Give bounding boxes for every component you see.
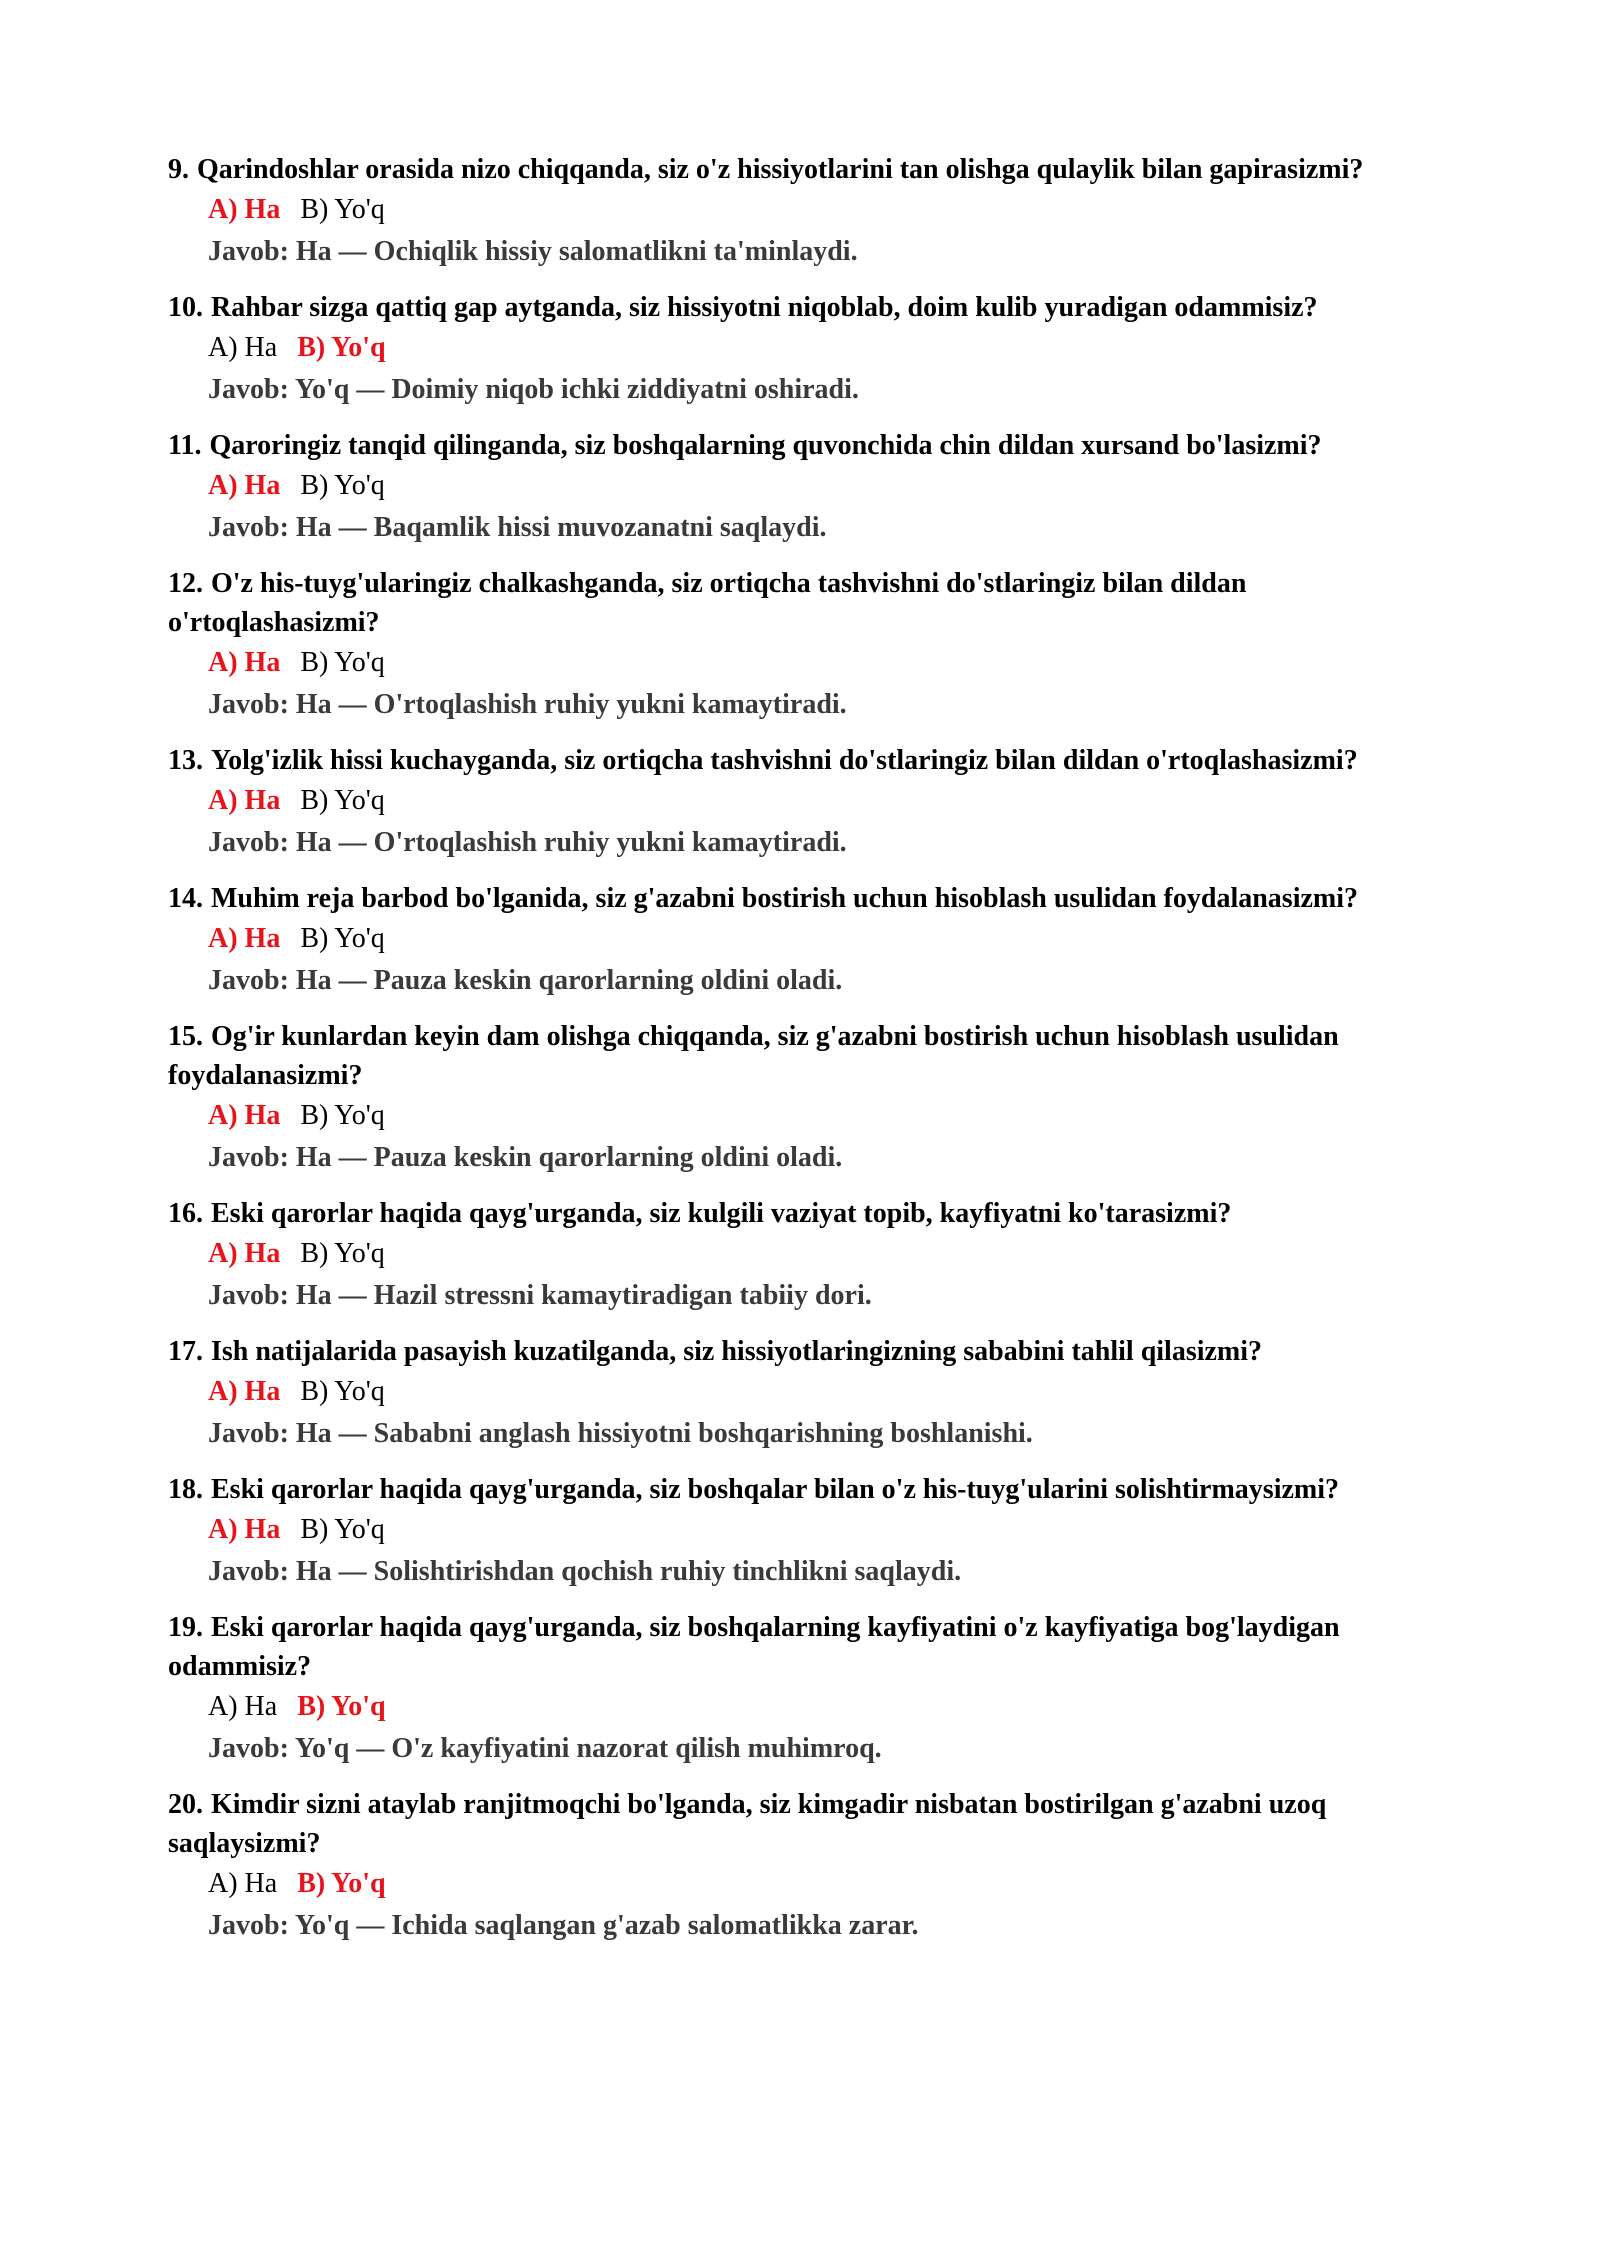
answer-options: [168, 1371, 1458, 1413]
option-a: A) Ha: [208, 194, 281, 225]
question-number: 20.: [168, 1789, 203, 1820]
answer-options: [168, 1095, 1458, 1137]
answer-explanation: Javob: Yo'q — Doimiy niqob ichki ziddiyatni oshiradi.: [208, 374, 859, 405]
question-text: [168, 564, 1458, 642]
document-page: [168, 150, 1458, 1962]
question-label: Og'ir kunlardan keyin dam olishga chiqqanda, siz g'azabni bostirish uchun hisoblash usulidan foydalanasizmi?: [168, 1021, 1339, 1091]
question-block: [168, 1608, 1458, 1770]
question-block: [168, 1017, 1458, 1179]
question-number: 19.: [168, 1612, 203, 1643]
answer-explanation: Javob: Yo'q — O'z kayfiyatini nazorat qilish muhimroq.: [208, 1733, 882, 1764]
question-block: [168, 564, 1458, 726]
question-text: [168, 1785, 1458, 1863]
option-b: B) Yo'q: [300, 470, 385, 501]
option-a: A) Ha: [208, 923, 281, 954]
question-label: Rahbar sizga qattiq gap aytganda, siz hissiyotni niqoblab, doim kulib yuradigan odammisiz?: [211, 292, 1318, 323]
option-a: A) Ha: [208, 470, 281, 501]
answer-explanation: Javob: Ha — Baqamlik hissi muvozanatni saqlaydi.: [208, 512, 827, 543]
answer-options: [168, 1863, 1458, 1905]
answer-explanation: Javob: Ha — O'rtoqlashish ruhiy yukni kamaytiradi.: [208, 827, 847, 858]
question-block: [168, 1194, 1458, 1317]
answer-options: [168, 780, 1458, 822]
option-b: B) Yo'q: [300, 1238, 385, 1269]
answer-explanation: Javob: Yo'q — Ichida saqlangan g'azab salomatlikka zarar.: [208, 1910, 919, 1941]
option-a: A) Ha: [208, 1376, 281, 1407]
question-label: Kimdir sizni ataylab ranjitmoqchi bo'lganda, siz kimgadir nisbatan bostirilgan g'azabni uzoq saqlaysizmi?: [168, 1789, 1327, 1859]
answer-explanation: Javob: Ha — Pauza keskin qarorlarning oldini oladi.: [208, 1142, 843, 1173]
question-text: [168, 150, 1458, 189]
option-b: B) Yo'q: [297, 1691, 386, 1722]
answer-options: [168, 189, 1458, 231]
question-label: Qarindoshlar orasida nizo chiqqanda, siz o'z hissiyotlarini tan olishga qulaylik bilan gapirasizmi?: [197, 154, 1364, 185]
question-text: [168, 1194, 1458, 1233]
option-b: B) Yo'q: [300, 1514, 385, 1545]
option-a: A) Ha: [208, 647, 281, 678]
option-a: A) Ha: [208, 785, 281, 816]
question-number: 12.: [168, 568, 203, 599]
question-block: [168, 1785, 1458, 1947]
question-number: 18.: [168, 1474, 203, 1505]
option-a: A) Ha: [208, 1868, 278, 1899]
option-a: A) Ha: [208, 1691, 278, 1722]
question-label: Qaroringiz tanqid qilinganda, siz boshqalarning quvonchida chin dildan xursand bo'lasizmi?: [209, 430, 1322, 461]
question-block: [168, 426, 1458, 549]
question-block: [168, 741, 1458, 864]
option-b: B) Yo'q: [297, 1868, 386, 1899]
answer-options: [168, 1509, 1458, 1551]
option-b: B) Yo'q: [300, 194, 385, 225]
answer-explanation: Javob: Ha — O'rtoqlashish ruhiy yukni kamaytiradi.: [208, 689, 847, 720]
answer-options: [168, 642, 1458, 684]
answer-explanation: Javob: Ha — Hazil stressni kamaytiradigan tabiiy dori.: [208, 1280, 872, 1311]
answer-explanation: Javob: Ha — Ochiqlik hissiy salomatlikni ta'minlaydi.: [208, 236, 858, 267]
option-b: B) Yo'q: [300, 785, 385, 816]
option-a: A) Ha: [208, 332, 278, 363]
question-block: [168, 288, 1458, 411]
question-label: Eski qarorlar haqida qayg'urganda, siz boshqalarning kayfiyatini o'z kayfiyatiga bog'laydigan odammisiz?: [168, 1612, 1340, 1682]
question-number: 17.: [168, 1336, 203, 1367]
option-b: B) Yo'q: [300, 1100, 385, 1131]
question-text: [168, 426, 1458, 465]
question-number: 14.: [168, 883, 203, 914]
question-block: [168, 879, 1458, 1002]
question-text: [168, 1017, 1458, 1095]
question-label: Ish natijalarida pasayish kuzatilganda, siz hissiyotlaringizning sababini tahlil qilasizmi?: [211, 1336, 1263, 1367]
question-label: Yolg'izlik hissi kuchayganda, siz ortiqcha tashvishni do'stlaringiz bilan dildan o'rtoqlashasizmi?: [211, 745, 1358, 776]
answer-explanation: Javob: Ha — Pauza keskin qarorlarning oldini oladi.: [208, 965, 843, 996]
option-a: A) Ha: [208, 1514, 281, 1545]
answer-options: [168, 1686, 1458, 1728]
question-number: 13.: [168, 745, 203, 776]
question-number: 15.: [168, 1021, 203, 1052]
question-number: 10.: [168, 292, 203, 323]
answer-options: [168, 327, 1458, 369]
question-text: [168, 1470, 1458, 1509]
answer-explanation: Javob: Ha — Sababni anglash hissiyotni boshqarishning boshlanishi.: [208, 1418, 1033, 1449]
question-label: Eski qarorlar haqida qayg'urganda, siz kulgili vaziyat topib, kayfiyatni ko'tarasizmi?: [211, 1198, 1232, 1229]
question-block: [168, 1332, 1458, 1455]
option-b: B) Yo'q: [297, 332, 386, 363]
option-b: B) Yo'q: [300, 1376, 385, 1407]
question-label: O'z his-tuyg'ularingiz chalkashganda, siz ortiqcha tashvishni do'stlaringiz bilan dildan o'rtoqlashasizmi?: [168, 568, 1247, 638]
question-text: [168, 741, 1458, 780]
question-block: [168, 150, 1458, 273]
option-b: B) Yo'q: [300, 923, 385, 954]
question-text: [168, 1608, 1458, 1686]
question-text: [168, 1332, 1458, 1371]
answer-explanation: Javob: Ha — Solishtirishdan qochish ruhiy tinchlikni saqlaydi.: [208, 1556, 962, 1587]
answer-options: [168, 1233, 1458, 1275]
question-text: [168, 879, 1458, 918]
option-b: B) Yo'q: [300, 647, 385, 678]
answer-options: [168, 465, 1458, 507]
answer-options: [168, 918, 1458, 960]
question-label: Eski qarorlar haqida qayg'urganda, siz boshqalar bilan o'z his-tuyg'ularini solishtirmaysizmi?: [211, 1474, 1340, 1505]
question-number: 16.: [168, 1198, 203, 1229]
question-number: 9.: [168, 154, 189, 185]
option-a: A) Ha: [208, 1238, 281, 1269]
question-text: [168, 288, 1458, 327]
option-a: A) Ha: [208, 1100, 281, 1131]
question-block: [168, 1470, 1458, 1593]
question-label: Muhim reja barbod bo'lganida, siz g'azabni bostirish uchun hisoblash usulidan foydalanasizmi?: [211, 883, 1359, 914]
question-number: 11.: [168, 430, 202, 461]
